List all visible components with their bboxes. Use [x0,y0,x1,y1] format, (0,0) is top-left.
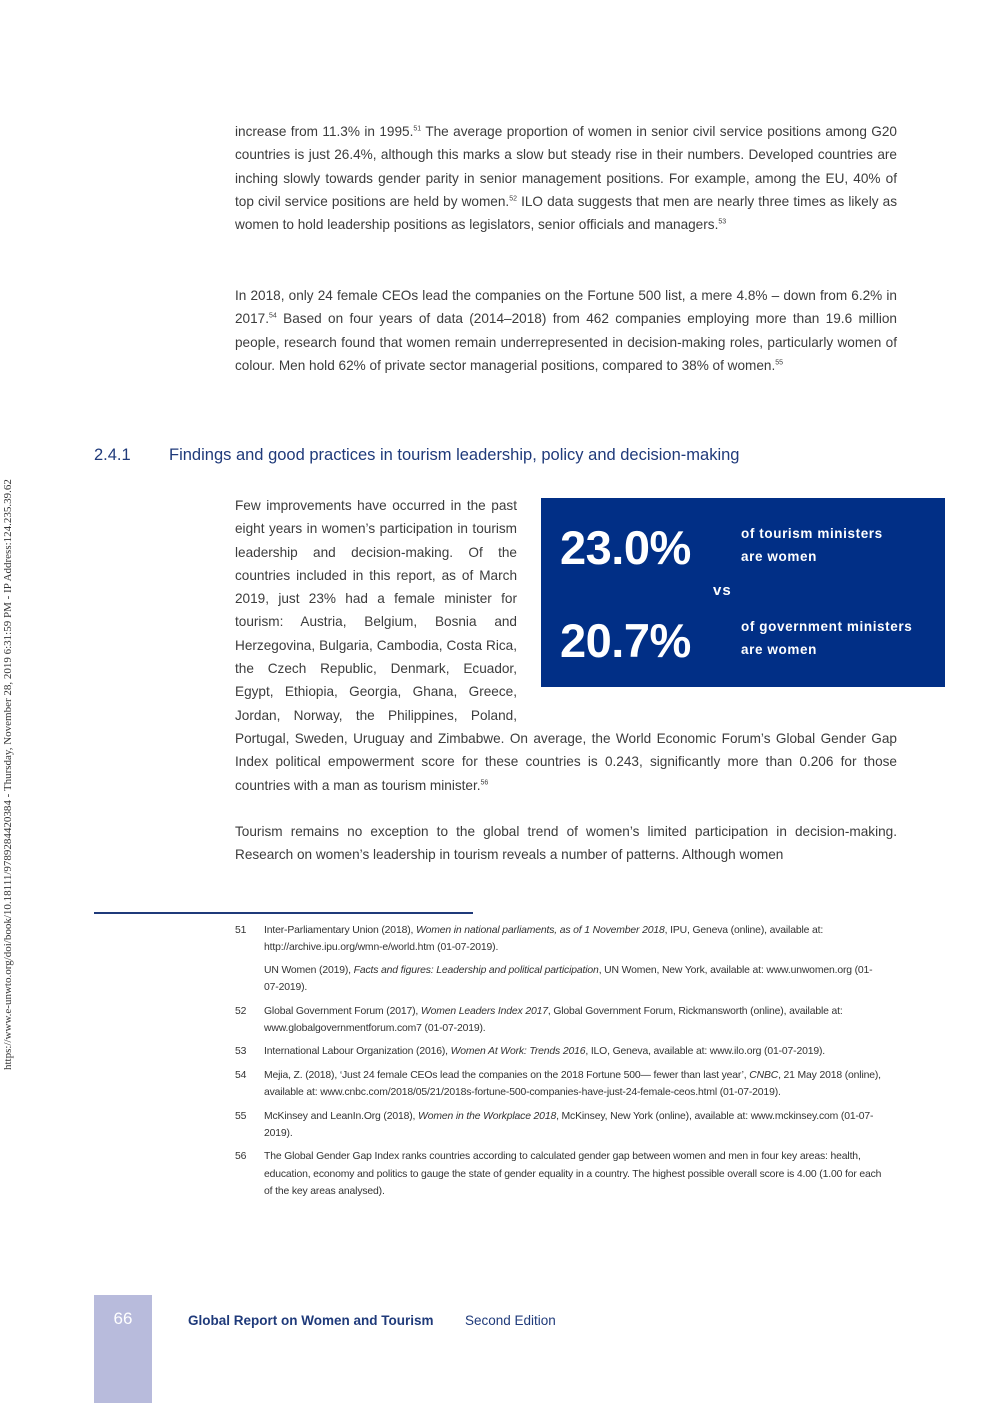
tourism-ministers-percent: 23.0% [560,521,691,574]
tourism-ministers-label: of tourism ministers are women [741,526,883,564]
footer-report-title: Global Report on Women and Tourism [188,1313,434,1328]
paragraph-leadership-patterns: Tourism remains no exception to the global trend of women’s limited participation in decision-making. Research on women’s leadership in tourism reveals a number of patterns. Although women [235,824,897,863]
footnote-ref-55[interactable]: 55 [775,359,784,367]
footnote-number: 52 [235,1005,247,1017]
footnote-ref-56[interactable]: 56 [480,779,489,787]
section-number: 2.4.1 [94,446,131,464]
footnote-ref-52[interactable]: 52 [509,195,517,203]
versus-label: vs [713,582,732,599]
footnote-51: 51 Inter-Parliamentary Union (2018), Women in national parliaments, as of 1 November 2018, IPU, Geneva (online), available at: http://archive.ipu.org/wmn-e/world.htm (01-07-2019). UN Women (2019), Facts and figures: Leadership and political participation, UN Women, New York, available at: www.unwomen.org (01-07-2019). [235,922,885,997]
footnote-number: 53 [235,1046,247,1058]
footnote-number: 56 [235,1151,247,1163]
footnote-ref-54[interactable]: 54 [269,312,277,320]
footnotes [235,922,885,1207]
footnote-55: 55 McKinsey and LeanIn.Org (2018), Women in the Workplace 2018, McKinsey, New York (online), available at: www.mckinsey.com (01-07-2019). [235,1108,885,1143]
footnote-ref-51[interactable]: 51 [413,125,422,133]
footnote-divider [94,912,473,914]
footnote-53: 53 International Labour Organization (2016), Women At Work: Trends 2016, ILO, Geneva, available at: www.ilo.org (01-07-2019). [235,1043,885,1060]
footnote-number: 55 [235,1110,247,1122]
access-stamp: https://www.e-unwto.org/doi/book/10.18111/9789284420384 - Thursday, November 28, 2019 6:31:59 PM - IP Address:124.235.39.62 [2,479,14,1070]
government-ministers-percent: 20.7% [560,614,691,667]
page-number: 66 [113,1309,133,1328]
footnote-number: 51 [235,925,247,936]
footnote-56: 56 The Global Gender Gap Index ranks countries according to calculated gender gap between women and men in four key areas: health, education, economy and politics to gauge the state of gender equality in a country. The highest possible overall score is 4.00 (1.00 for each of the key areas analysed). [235,1148,885,1200]
footnote-52: 52 Global Government Forum (2017), Women Leaders Index 2017, Global Government Forum, Rickmansworth (online), available at: www.globalgovernmentforum.com7 (01-07-2019). [235,1003,885,1038]
footnote-number: 54 [235,1069,247,1081]
ministers-statistic-box [541,498,945,687]
paragraph-civil-service: increase from 11.3% in 1995.51 The average proportion of women in senior civil service positions among G20 countries is just 26.4%, although this marks a slow but steady rise in their numbers. Developed countries are inching slowly towards gender parity in senior management positions. For example, among the EU, 40% of top civil service positions are held by women.$^{52}$ ILO data suggests that men are nearly three times as likely as women to hold leadership positions as legislators, senior officials and managers.$^{53}$ [235,124,897,233]
footnote-54: 54 Mejia, Z. (2018), ‘Just 24 female CEOs lead the companies on the 2018 Fortune 500— fewer than last year’, CNBC, 21 May 2018 (online), available at: www.cnbc.com/2018/05/21/2018s-fortune-500-companies-have-just-24-female-ceos.html (01-07-2019). [235,1067,885,1102]
paragraph-tourism-ministers: Few improvements have occurred in the past eight years in women’s participation in tourism leadership and decision-making. Of the countries included in this report, as of March 2019, just 23% had a female minister for tourism: Austria, Belgium, Bosnia and Herzegovina, Bulgaria, Cambodia, Costa Rica, the Czech Republic, Denmark, Ecuador, Egypt, Ethiopia, Georgia, Ghana, Greece, Jordan, Norway, the Philippines, Poland, Portugal, Sweden, Uruguay and Zimbabwe. On average, the World Economic Forum’s Global Gender Gap Index political empowerment score for these countries is 0.243, significantly more than 0.206 for those countries with a man as tourism minister.$^{56}$ [235,494,897,797]
government-ministers-label: of government ministers are women [741,619,913,657]
section-title: Findings and good practices in tourism leadership, policy and decision-making [169,446,740,464]
footnote-ref-53[interactable]: 53 [718,218,727,226]
page-number-tab [94,1295,152,1403]
footer-edition: Second Edition [465,1313,556,1328]
paragraph-fortune-500: In 2018, only 24 female CEOs lead the companies on the Fortune 500 list, a mere 4.8% – down from 6.2% in 2017.54 Based on four years of data (2014–2018) from 462 companies employing more than 19.6 million people, research found that women remain underrepresented in decision-making roles, particularly women of colour. Men hold 62% of private sector managerial positions, compared to 38% of women.$^{55}$ [235,288,897,373]
section-heading [94,446,914,465]
